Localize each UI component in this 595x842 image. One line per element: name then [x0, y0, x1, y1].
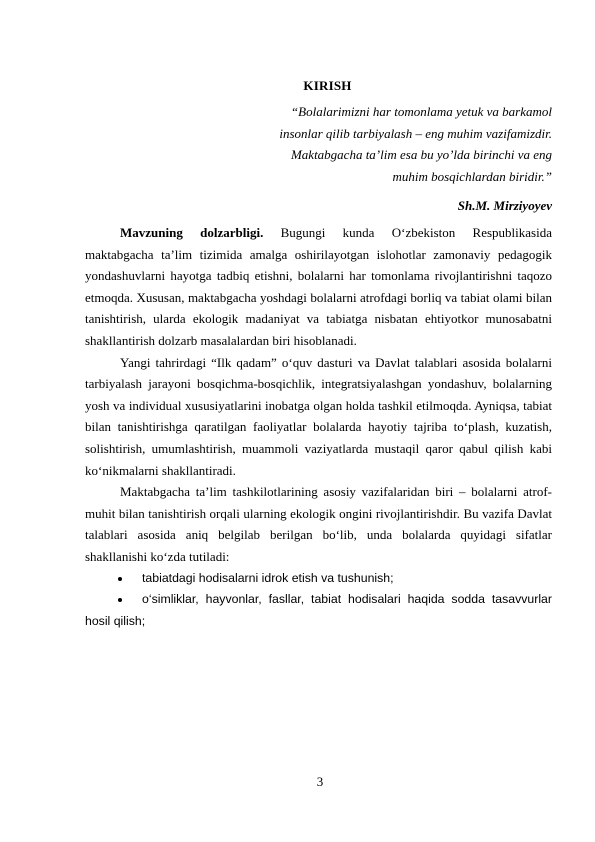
paragraph: Maktabgacha ta’lim tashkilotlarining asosiy vazifalaridan biri – bolalarni atrof-muhit bilan tanishtirish orqali ularning ekologik ongini rivojlantirishdir. Bu vazifa Davlat talablari asosida aniq belgilab berilgan bo‘lib, unda bolalarda quyidagi sifatlar shakllanishi ko‘zda tutiladi: — [85, 484, 552, 564]
epigraph-line: Maktabgacha ta’lim esa bu yo’lda birinchi va eng — [290, 147, 552, 162]
paragraph: Yangi tahrirdagi “Ilk qadam” o‘quv dasturi va Davlat talablari asosida bolalarni tarbiyalash jarayoni bosqichma-bosqichlik, integratsiyalashgan yondashuv, bolalarning yosh va individual xususiyatlarini inobatga olgan holda tashkil etilmoqda. Ayniqsa, tabiat bilan tanishtirishga qaratilgan faoliyatlar bolalarda hayotiy tajriba to‘plash, kuzatish, solishtirish, umumlashtirish, muammoli vaziyatlarda mustaqil qaror qabul qilish kabi ko‘nikmalarni shakllantiradi. — [85, 354, 552, 478]
list-item-text: o‘simliklar, hayvonlar, fasllar, tabiat hodisalari haqida sodda tasavvurlar hosil qilish; — [85, 592, 552, 628]
paragraph-text: Bugungi kunda O‘zbekiston Respublikasida maktabgacha ta’lim tizimida amalga oshirilayotgan islohotlar zamonaviy pedagogik yondashuvlarni hayotga tadbiq etishni, bolalarni har tomonlama rivojlantirishni taqozo etmoqda. Xususan, maktabgacha yoshdagi bolalarni atrofdagi borliq va tabiat olami bilan tanishtirish, ularda ekologik madaniyat va tabiatga nisbatan ehtiyotkor munosabatni shakllantirish dolzarb masalalardan biri hisoblanadi. — [85, 225, 552, 348]
epigraph-author: Sh.M. Mirziyoyev — [457, 198, 552, 213]
epigraph-line: muhim bosqichlardan biridir.” — [392, 168, 552, 184]
bullet-icon — [118, 577, 122, 581]
list-item-text: tabiatdagi hodisalarni idrok etish va tushunish; — [142, 570, 394, 585]
epigraph-line: insonlar qilib tarbiyalash – eng muhim vazifamizdir. — [279, 125, 552, 141]
epigraph-line: “Bolalarimizni har tomonlama yetuk va barkamol — [290, 104, 552, 119]
epigraph — [192, 101, 552, 187]
list-item — [85, 589, 552, 632]
bullet-list — [85, 568, 552, 633]
page-number: 3 — [316, 774, 324, 789]
paragraph-lead: Mavzuning dolzarbligi. — [120, 225, 264, 240]
body-text — [85, 222, 552, 632]
list-item — [85, 568, 552, 590]
bullet-icon — [118, 598, 122, 602]
section-heading: KIRISH — [303, 78, 352, 93]
paragraph-relevance — [85, 222, 552, 352]
